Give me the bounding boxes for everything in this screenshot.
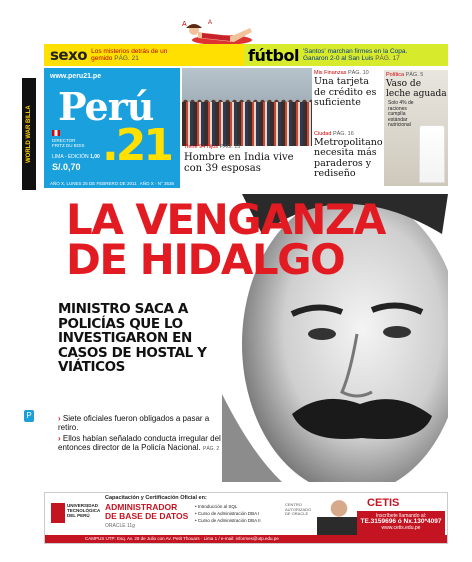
story-politica-box[interactable] [384,70,448,186]
masthead-name: Perú [58,84,154,129]
teaser-sexo-section: sexo [50,46,88,64]
masthead-dateline: AÑO X, LUNES 25 DE FEBRERO DE 2011 AÑO X · N° 3536 [44,180,180,188]
lead-bullet: › Ellos habían señalado conducta irregular del entonces director de la Policía Nacional. PÁG. 2 [58,434,221,452]
lead-headline[interactable]: LA VENGANZA DE HIDALGO [66,195,385,284]
utp-logo-icon [51,503,65,523]
ad-intro: Capacitación y Certificación Oficial en: [105,495,207,501]
india-story-kicker: Tiene 94 hijos PÁG. 13 [184,144,241,150]
lead-bullets [58,414,228,456]
story-ciudad-headline[interactable]: Metropolitano necesita más paraderos y rediseño [314,136,383,179]
arrow-icon: › [58,434,61,443]
ad-course-list: • Introducción al SQL • Curso de Administración DBA I • Curso de Administración DBA II [195,504,261,523]
masthead-url[interactable]: www.peru21.pe [50,73,102,80]
lead-bullet: › Siete oficiales fueron obligados a pasar a retiro. [58,414,210,432]
story-ciudad-kicker: Ciudad PÁG. 16 [314,130,354,137]
teaser-futbol-section: fútbol [248,45,299,65]
barcode-label: WORLD WAR BILLA [22,78,36,190]
story-politica-kicker: Política PÁG. 5 [386,72,424,78]
top-teaser-strip [44,44,448,66]
masthead-director: DIRECTOR FRITZ DU BOIS [52,138,85,148]
ad-footer: CAMPUS UTP: Esq. Av. 28 de Julio con Av. Petit Thouars · Lima 1 / e-mail: informes@utp.edu.pe [45,535,447,543]
svg-text:A: A [208,20,213,26]
ad-university: UNIVERSIDAD TECNOLÓGICA DEL PERÚ [67,503,101,518]
teaser-futbol-text: 'Santos' marchan firmes en la Copa. Ganaron 2-0 al San Luis PÁG. 17 [302,47,408,62]
lead-subheadline: MINISTRO SACA A POLICÍAS QUE LO INVESTIGARON EN CASOS DE HOSTAL Y VIÁTICOS [58,301,207,375]
side-badge-icon: P [24,410,34,422]
teaser-sexo-text: Los misterios detrás de un gemido PÁG. 21 [91,48,168,62]
peru-flag-icon [52,130,60,136]
arrow-icon: › [58,414,61,423]
masthead[interactable] [44,68,180,180]
bottom-advertisement[interactable] [44,492,448,544]
ad-course-title: ADMINISTRADOR DE BASE DE DATOS [105,502,189,521]
india-story-headline[interactable]: Hombre en India vive con 39 esposas [184,152,294,174]
ad-brand: CETIS [367,497,400,509]
svg-text:A: A [182,21,187,28]
story-politica-summary: Solo 4% de raciones cumplía estándar nutricional [388,100,414,128]
ad-oracle-version: ORACLE 11g [105,523,135,529]
milk-glass-icon [420,126,444,182]
masthead-price-lima: LIMA - EDICIÓN 1,00 [52,154,100,160]
ad-oracle-center: CENTRO AUTORIZADO DE ORACLE [285,502,312,516]
masthead-number: .21 [102,120,171,171]
ad-phone-box[interactable]: Inscríbete llamando al: TE.3159696 ó Nx.130*4097 www.cetis.edu.pe [357,511,445,535]
right-column-stories [314,70,383,180]
story-finanzas-kicker: Mis Finanzas PÁG. 10 [314,70,369,76]
india-story-photo[interactable] [182,68,312,146]
story-politica-headline: Vaso de leche aguada [386,79,447,99]
teaser-futbol[interactable] [244,44,448,66]
ad-person-photo [317,497,361,535]
masthead-price: S/.0,70 [52,162,81,172]
story-finanzas-headline[interactable]: Una tarjeta de crédito es suficiente [314,76,377,108]
teaser-sexo[interactable] [44,44,244,66]
